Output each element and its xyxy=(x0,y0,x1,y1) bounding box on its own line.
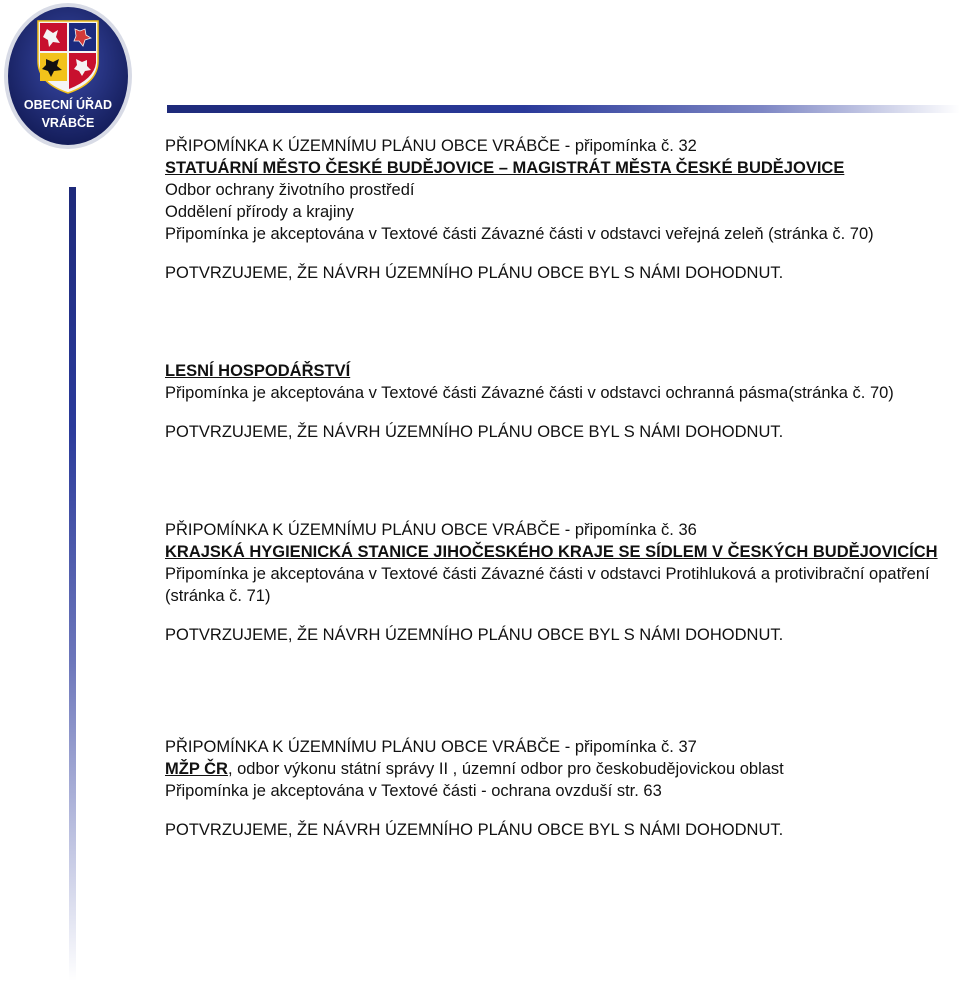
side-rule xyxy=(69,187,76,981)
acceptance-note: Připomínka je akceptována v Textové části - ochrana ovzduší str. 63 xyxy=(165,782,662,800)
authority-detail: , odbor výkonu státní správy II , územní odbor pro českobudějovickou oblast xyxy=(227,760,784,778)
department-line: Oddělení přírody a krajiny xyxy=(165,203,354,221)
confirmation-statement: POTVRZUJEME, ŽE NÁVRH ÚZEMNÍHO PLÁNU OBCE BYL S NÁMI DOHODNUT. xyxy=(165,821,784,839)
authority-name: STATUÁRNÍ MĚSTO ČESKÉ BUDĚJOVICE – MAGISTRÁT MĚSTA ČESKÉ BUDĚJOVICE xyxy=(165,159,845,177)
section-title: PŘIPOMÍNKA K ÚZEMNÍMU PLÁNU OBCE VRÁBČE - připomínka č. 32 xyxy=(165,137,697,155)
authority-name: LESNÍ HOSPODÁŘSTVÍ xyxy=(165,362,351,380)
comment-section-37 xyxy=(165,736,955,841)
authority-name: KRAJSKÁ HYGIENICKÁ STANICE JIHOČESKÉHO KRAJE SE SÍDLEM V ČESKÝCH BUDĚJOVICÍCH xyxy=(165,543,938,561)
confirmation-statement: POTVRZUJEME, ŽE NÁVRH ÚZEMNÍHO PLÁNU OBCE BYL S NÁMI DOHODNUT. xyxy=(165,264,784,282)
authority-line xyxy=(165,758,955,780)
acceptance-note: Připomínka je akceptována v Textové části Závazné části v odstavci ochranná pásma(stránka č. 70) xyxy=(165,384,894,402)
section-title: PŘIPOMÍNKA K ÚZEMNÍMU PLÁNU OBCE VRÁBČE - připomínka č. 36 xyxy=(165,521,697,539)
comment-section-36 xyxy=(165,519,955,646)
document-body xyxy=(165,135,955,841)
department-line: Odbor ochrany životního prostředí xyxy=(165,181,415,199)
municipal-office-logo xyxy=(2,3,134,153)
authority-name: MŽP ČR xyxy=(165,760,228,778)
coat-of-arms-icon xyxy=(38,21,98,93)
comment-section-forestry xyxy=(165,360,955,443)
logo-line1: OBECNÍ ÚŘAD xyxy=(23,98,113,112)
section-title: PŘIPOMÍNKA K ÚZEMNÍMU PLÁNU OBCE VRÁBČE - připomínka č. 37 xyxy=(165,738,697,756)
acceptance-note: Připomínka je akceptována v Textové části Závazné části v odstavci Protihluková a protivibrační opatření (stránka č. 71) xyxy=(165,565,930,605)
comment-section-32 xyxy=(165,135,955,284)
confirmation-statement: POTVRZUJEME, ŽE NÁVRH ÚZEMNÍHO PLÁNU OBCE BYL S NÁMI DOHODNUT. xyxy=(165,423,784,441)
header-rule xyxy=(167,105,960,113)
confirmation-statement: POTVRZUJEME, ŽE NÁVRH ÚZEMNÍHO PLÁNU OBCE BYL S NÁMI DOHODNUT. xyxy=(165,626,784,644)
acceptance-note: Připomínka je akceptována v Textové části Závazné části v odstavci veřejná zeleň (stránka č. 70) xyxy=(165,225,874,243)
logo-line2: VRÁBČE xyxy=(41,116,95,130)
